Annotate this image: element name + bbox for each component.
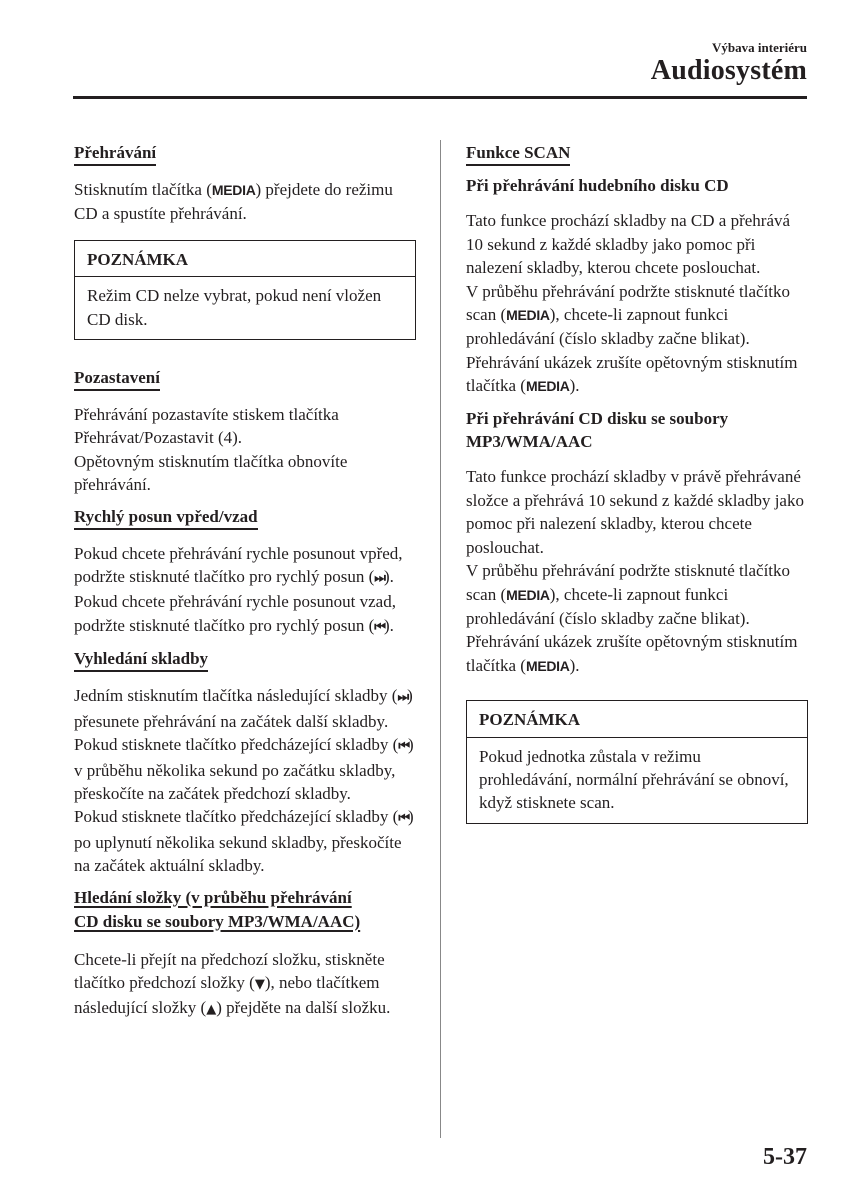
section-heading: Funkce SCAN bbox=[466, 142, 570, 166]
note-box bbox=[74, 240, 416, 340]
paragraph: Přehrávání pozastavíte stiskem tlačítka Přehrávat/Pozastavit (4). bbox=[74, 405, 339, 448]
paragraph: Tato funkce prochází skladby na CD a přehrává 10 sekund z každé skladby jako pomoc při nalezení skladby, kterou chcete poslouchat. bbox=[466, 211, 791, 278]
paragraph: Pokud chcete přehrávání rychle posunout vpřed, podržte stisknuté tlačítko pro rychlý posun (⏭). Pokud chcete přehrávání rychle posunout vzad, podržte stisknuté tlačítko pro rychlý posun (⏮). bbox=[74, 543, 403, 635]
prev-track-icon: ⏮ bbox=[398, 739, 409, 755]
down-arrow-icon: ▼ bbox=[254, 976, 265, 992]
media-button-label: MEDIA bbox=[506, 307, 550, 324]
subheading: Při přehrávání CD disku se soubory MP3/WMA/AAC bbox=[466, 408, 729, 452]
section-hledani-slozky bbox=[74, 886, 416, 1022]
section-vyhledani bbox=[74, 647, 416, 877]
note-text: Pokud jednotka zůstala v režimu prohledávání, normální přehrávání se obnoví, když stisknete scan. bbox=[479, 746, 789, 813]
media-button-label: MEDIA bbox=[525, 657, 570, 674]
paragraph: V průběhu přehrávání podržte stisknuté tlačítko scan (MEDIA), chcete-li zapnout funkci prohledávání (číslo skladby začne blikat). Přehrávání ukázek zrušíte opětovným stisknutím tlačítka (MEDIA). bbox=[466, 281, 798, 396]
page-number: 5-37 bbox=[763, 1144, 807, 1170]
page-title: Audiosystém bbox=[650, 55, 807, 86]
paragraph: Přehrávání ukázek zrušíte opětovným stisknutím tlačítka (MEDIA). bbox=[466, 632, 798, 675]
next-track-icon: ⏭ bbox=[397, 690, 408, 706]
next-track-icon: ⏭ bbox=[374, 571, 384, 587]
paragraph: Opětovným stisknutím tlačítka obnovíte přehrávání. bbox=[74, 451, 348, 495]
media-button-label: MEDIA bbox=[525, 378, 570, 395]
section-heading: Vyhledání skladby bbox=[74, 648, 208, 672]
paragraph: Tato funkce prochází skladby v právě přehrávané složce a přehrává 10 sekund z každé skladby jako pomoc při nalezení skladby, kterou chcete poslouchat. bbox=[466, 467, 804, 557]
section-heading: Pozastavení bbox=[74, 367, 160, 391]
media-button-label: MEDIA bbox=[506, 586, 550, 603]
section-heading: Hledání složky (v průběhu přehrávání CD disku se soubory MP3/WMA/AAC) bbox=[74, 887, 361, 931]
paragraph: Pokud stisknete tlačítko předcházející skladby (⏮) v průběhu několika sekund po začátku skladby, přeskočíte na začátek předchozí skladby. bbox=[74, 735, 414, 803]
note-title: POZNÁMKA bbox=[75, 241, 415, 277]
up-arrow-icon: ▲ bbox=[206, 1002, 217, 1018]
note-title: POZNÁMKA bbox=[467, 701, 807, 737]
paragraph: Chcete-li přejít na předchozí složku, stiskněte tlačítko předchozí složky (▼), nebo tlačítkem následující složky (▲) přejděte na další složku. bbox=[74, 949, 391, 1018]
paragraph: V průběhu přehrávání podržte stisknuté tlačítko scan (MEDIA), chcete-li zapnout funkci prohledávání (číslo skladby začne blikat). bbox=[466, 561, 791, 628]
header-rule bbox=[73, 96, 807, 99]
section-heading: Rychlý posun vpřed/vzad bbox=[74, 506, 258, 530]
section-pozastaveni bbox=[74, 366, 416, 497]
section-funkce-scan bbox=[466, 141, 808, 678]
note-box bbox=[466, 700, 808, 824]
paragraph: Pokud stisknete tlačítko předcházející skladby (⏮) po uplynutí několika sekund skladby, přeskočíte na začátek aktuální skladby. bbox=[74, 807, 414, 876]
prev-track-icon: ⏮ bbox=[398, 811, 409, 827]
column-divider bbox=[440, 140, 441, 1138]
section-heading: Přehrávání bbox=[74, 142, 156, 166]
prev-track-icon: ⏮ bbox=[374, 619, 384, 635]
paragraph: Stisknutím tlačítka (MEDIA) přejdete do režimu CD a spustíte přehrávání. bbox=[74, 180, 393, 224]
header-section-label: Výbava interiéru bbox=[712, 40, 807, 55]
left-column bbox=[74, 141, 416, 1022]
note-text: Režim CD nelze vybrat, pokud není vložen CD disk. bbox=[87, 286, 382, 329]
section-prehravani bbox=[74, 141, 416, 226]
section-rychly-posun bbox=[74, 505, 416, 640]
media-button-label: MEDIA bbox=[211, 182, 256, 198]
right-column bbox=[466, 141, 808, 824]
subheading: Při přehrávání hudebního disku CD bbox=[466, 176, 729, 195]
paragraph: Jedním stisknutím tlačítka následující skladby (⏭) přesunete přehrávání na začátek další skladby. bbox=[74, 686, 413, 731]
